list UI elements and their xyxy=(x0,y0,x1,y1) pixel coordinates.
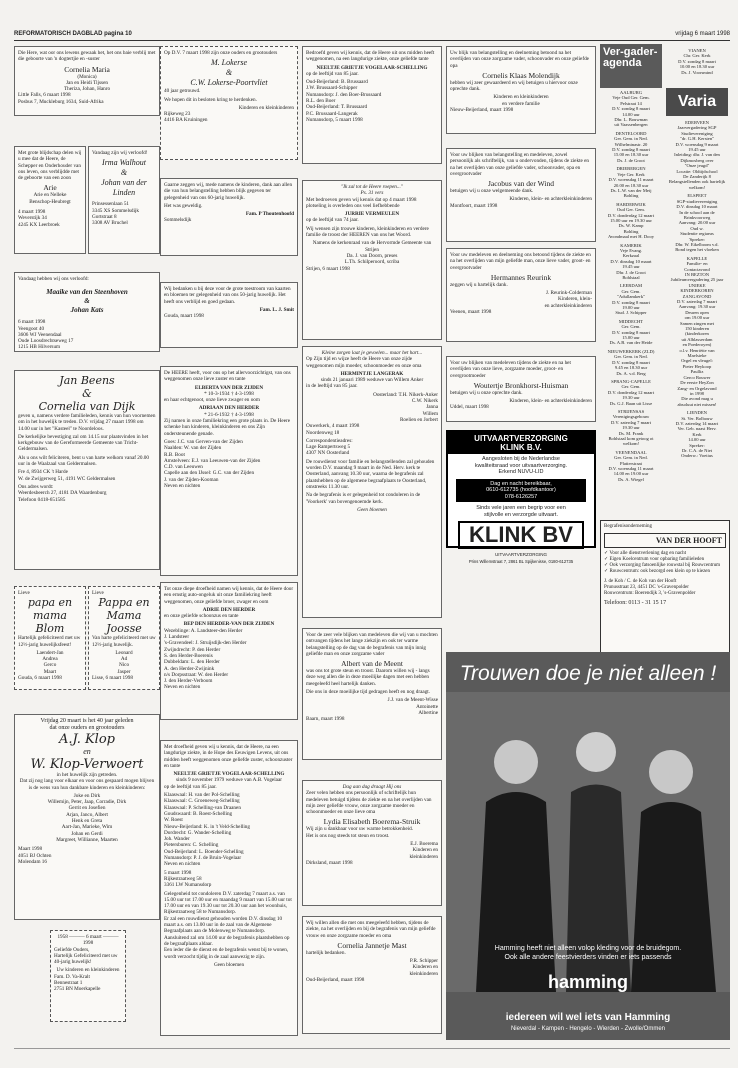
ad-sign: J. Reurink-Colderman Kinderen, klein- en achterkleinkinderen xyxy=(544,290,592,309)
ad-sub: sinds 21 januari 1989 weduwe van Willem Anker xyxy=(320,377,424,384)
ad-sub: (Monica) xyxy=(77,73,97,80)
ad-text-2: De kerkelijke bevestiging zal om 14.15 uur plaatsvinden in het kerkgebouw van de Gereformeerde Gemeente van Tricht-Geldermalsen. xyxy=(18,433,149,453)
ad-address: Fre 4, 8934 CK 't Harde W. de Zwijgerweg 51, 4191 WC Geldermalsen xyxy=(18,469,116,482)
ad-age: op de leeftijd van 85 jaar. xyxy=(306,70,359,77)
ad-address: Capelle aan den IJssel: G.C. van der Zijden J. van der Zijden-Kooman Neven en nichten xyxy=(164,470,255,490)
ad-text-2: Geliefde Ouders, Hartelijk Gefeliciteerd met uw 40-jarig huwelijk! xyxy=(54,946,118,966)
ad-molendijk xyxy=(446,46,596,134)
ad-lokerse xyxy=(160,46,298,160)
ad-quote: "Ik zal tot de Heere roepen..." Ps. 31 vers xyxy=(341,184,403,197)
ad-text: Voor uw medeleven en deelneming ons betoond tijdens de ziekte en na het overlijden van mijn geliefde man, onze lieve vader, groot- en overgrootvader xyxy=(450,252,591,271)
ad-text-2: betuigen wij u onze welgemeende dank. xyxy=(450,188,534,195)
ad-address: Montfoort, maart 1998 xyxy=(450,202,498,209)
ad-address: Strijen, 6 maart 1998 xyxy=(306,265,350,272)
ad-text-3: Na de begrafenis is er gelegenheid tot condoleren in de 'Voorkerk' van bovengenoemde kerk. xyxy=(306,492,421,505)
ad-sign: Geen bloemen xyxy=(213,961,245,968)
ad-name: ELBERTA VAN DER ZIJDEN xyxy=(194,384,264,391)
ad-age: op de leeftijd van 74 jaar. xyxy=(306,217,359,224)
ad-text: Hartelijk gefeliciteerd met uw 12½-jarig huwelijksfeest! xyxy=(18,635,81,648)
agenda-entry: DENTELOORD Ger. Gem. in Ned. Wilhelminastr. 20 D.V. zondag 8 maart 15.00 en 18.30 uur Ds. J. de Groot xyxy=(612,130,650,163)
ad-sign: Geen bloemen xyxy=(357,506,387,513)
ad-name: Cornelis Klaas Molendijk xyxy=(482,70,560,80)
ad-address: Rijkeweg 23 4416 BA Kruiningen xyxy=(164,111,208,124)
ad-text: Op D.V. 7 maart 1998 zijn onze ouders en grootouders xyxy=(164,50,278,56)
ad-sign: Fam. P Thoutenhoofd xyxy=(245,211,294,218)
ad-name: Lydia Elisabeth Boerema-Struik xyxy=(323,817,421,827)
ad-text-3: Die ons in deze moeilijke tijd gedragen heeft en nog draagt. xyxy=(306,689,431,696)
ad-relatives: Goes: J.C. van Gerven-van der Zijden Naalden: W. van der Zijden R.B. Boot Amstelveen: E.J. van Leeuwen-van der Zijden C.D. van Leeuwen xyxy=(164,438,261,471)
ad-name-2: W. Klop-Verwoert xyxy=(30,757,144,772)
ad-address: Prinsessenlaan 51 3345 XS Sommelsdijk Gortstraat 8 3308 AV Bruchel xyxy=(92,201,139,227)
agenda-entry: STRIJENSAS Verenigingsgebouw D.V. zaterdag 7 maart 19.30 uur Ds. M. Frank Bohlstaal kom getoog ot welkom! xyxy=(608,408,654,447)
ad-text-2: Gelegenheid tot condoleren D.V. zaterdag 7 maart a.s. van 15.00 uur tot 17.00 uur en maandag 9 maart van 15.00 uur tot 17.00 uur en van 19.30 uur tot 20.30 uur aan het woonhuis, Rijkestraatweg 58 te Numansdorp. Er zal een rouwdienst gehouden worden D.V. dinsdag 10 maart a.s. om 13.00 uur in de zaal van de Algemene Begraafplaats aan de Molenweg te Numansdorp. Aansluitend zal om 14.00 uur de begrafenis plaatshebben op de begraafplaats aldaar. Een ieder die de dienst en de begrafenis wenst bij te wonen, wordt verzocht tijdig in de zaal aanwezig te zijn. xyxy=(164,890,292,960)
hoofd-names: J. de Koh / C. de Koh van der Hooft Prunusstraat 23, 4451 DC 's-Gravenpolder Rouwcentrum: Boerendijk 3, 's-Gravenpolder xyxy=(604,579,696,596)
ad-text: Vrijdag 20 maart is het 40 jaar geleden dat onze ouders en grootouders xyxy=(40,718,134,731)
ad-text-2: Wij zijn u dankbaar voor uw warme betrokkenheid. Het is ons nog steeds tot steun en troost. xyxy=(306,826,413,839)
ad-text-2: Wij wensen zijn trouwe kinderen, kleinkinderen en verdere familie de troost der HEEREN van ons het Woord. xyxy=(306,225,429,239)
ad-address: Maart 1998 4051 BJ Ochten Molendam 16 xyxy=(18,846,52,865)
ad-text-3: Zij namen in onze familiekring een grote plaats in. De Heere schenke hun kinderen, kleinkinderen en ons Zijn ondersteunende genade. xyxy=(164,418,291,437)
ad-name: Irma Walhout xyxy=(102,158,146,168)
ad-name: Hermannes Reurink xyxy=(490,272,552,282)
ad-reurink xyxy=(446,248,596,342)
ad-siblings: Theriza, Johan, Hanro xyxy=(63,86,111,93)
ad-sign: Laendert-Jan Andrea Gerco Maart xyxy=(36,649,64,675)
ad-name: NEELTJE GRIETJE VOGELAAR-SCHELLING xyxy=(173,771,285,778)
ad-text: De HEERE heeft, voor ons op het allervoorzichtigst, van ons weggenomen onze lieve zuster en tante xyxy=(164,370,291,383)
ad-address: Gouda, maart 1998 xyxy=(164,313,204,320)
ad-brinkhorst xyxy=(446,356,596,422)
ad-gelukkig xyxy=(50,930,126,1022)
ad-smit xyxy=(160,282,298,348)
ad-van-meent xyxy=(302,628,442,760)
ad-text-2: en haar echtgenoot, onze lieve zwager en oom xyxy=(164,397,260,404)
ad-address-2: Correspondentieadres: Lage Rampertsweg 5 4307 NN Oosterland xyxy=(306,437,353,457)
ad-relatives: Wezeblinge: A. Landsteer-den Herder J. Landsteer 's-Gravendeel: J. Struijsdijk-den Herder Zwijndrecht: P. den Herder S. den Herder-Boerenis Dubbeldam: L. den Herder A. den Herder-Zwijnink n/s Dorpsstraat: W. den Herder J. den Herder-Verboom Neven en nichten xyxy=(164,627,247,691)
ad-vermeulen xyxy=(302,180,442,340)
ad-text: Die Here, wat oor ons lewens gewaak het, het ons baie verblij met die geboorte van 'n dogtertjie en -suster xyxy=(18,50,156,63)
ad-herder xyxy=(160,582,298,720)
ad-name-2: BEP DEN HERDER-VAN DER ZIJDEN xyxy=(183,621,275,628)
ad-text-2: Het was geweldig. xyxy=(164,202,203,209)
ad-name: ADRIE DEN HERDER xyxy=(202,606,256,613)
hamming-slogan: iedereen wil wel iets van Hamming xyxy=(505,1012,671,1023)
ad-name-2: ADRIAAN DEN HERDER xyxy=(198,405,260,412)
ad-sign: P.R. Schipper Kinderen en kleinkinderen xyxy=(409,958,438,977)
ad-text-3: We hopen dit in besloten kring te herdenken. xyxy=(164,96,257,103)
varia-entry: KAPELLE Familie- en Contactavond IN BEZTON Jubileumvergadering 25 jaar UNIEKE KINDERKOREN ZANGAVOND D.V. zaterdag 7 maart Aanvang: 19.30 uur Deuren open om 19.00 uur Samen zingen met 150 kinderen (kinderkoren uit Alblasserdam en Poederoyen) o.l.v. Henriëtte van Maelsieke Orgel en vleugel: Pieter Heykoop Paulliz Gerco Bouwer De eerste HeyZon Zang- en Orgelavond in 1998 Die avond mag u absoluut niet missen! xyxy=(670,255,724,407)
ad-ampersand: & xyxy=(82,387,92,400)
ad-name: Jacobus van der Wind xyxy=(487,179,554,189)
agenda-entry: VEENENDAAL Ger. Gem. in Ned. Platierstraat D.V. woensdag 11 maart 14.00 en 19.00 uur Ds. A. Wiegel xyxy=(608,449,654,482)
varia-list xyxy=(666,120,728,462)
ad-address: 5 maart 1998 Rijkestraatweg 58 3361 LW Numansdorp xyxy=(164,869,212,889)
ad-address: Gouda, 6 maart 1998 xyxy=(18,675,62,682)
ad-name: HERMINTJE LANGERAK xyxy=(340,370,404,377)
ad-text: Vandaag hebben wij ons verloofd: xyxy=(18,276,89,282)
ad-name: M. Lokerse xyxy=(211,58,247,68)
hamming-tagline: Hamming heeft niet alleen volop kleding voor de bruidegom. Ook alle andere feestvierders vinden er iets passends xyxy=(494,945,682,961)
ad-sign: Kinderen, klein- en achterkleinkinderen xyxy=(509,398,592,405)
ad-mast xyxy=(302,916,442,1034)
ad-text: Tot onze diepe droefheid namen wij kennis, dat de Heere door een ernstig auto-ongeluk uit onze familiekring heeft weggenomen, onze geliefde broer, zwager en oom xyxy=(164,586,294,605)
klink-logo: KLINK BV xyxy=(458,521,584,549)
hamming-cities: Nieverdal - Kampen - Hengelo - Wierden - Zwolle/Ommen xyxy=(510,1026,666,1032)
header-right: vrijdag 6 maart 1998 xyxy=(675,31,730,37)
ad-relatives: Namens de kerkenraad van de Hervormde Gemeente van Strijen Da. J. van Doorn, preses L.Th. Schilperoord, scriba xyxy=(312,240,432,266)
ad-parents: Jan en Heidi Tijssen xyxy=(66,79,108,86)
ad-thoutenhoofd xyxy=(160,178,298,256)
ad-address: Veenen, maart 1998 xyxy=(450,309,492,316)
ad-sign: J.J. van de Meent-Wisse Antoinette Albertine xyxy=(387,697,438,716)
ad-top: Lieve xyxy=(18,590,30,596)
ad-name: Cornelia Jannetje Mast xyxy=(337,940,407,950)
ad-sign: Kinderen en kleinkinderen xyxy=(238,104,294,111)
agenda-header xyxy=(600,44,662,88)
ad-sign: Kinderen, klein- en achterkleinkinderen xyxy=(509,196,592,203)
ad-text-3: Dat zij nog lang voor elkaar en voor ons gespaard mogen blijven is de wens van hun dankbare kinderen en kleinkinderen: xyxy=(19,778,155,791)
ad-ampersand: en xyxy=(83,747,91,756)
ad-text-2: in het huwelijk zijn getreden. xyxy=(56,772,118,778)
ad-children: Joke en Dirk Willemijn, Peter, Jaap, Corradie, Dirk Gerrit en Josefien Arjan, Janco, Albert Henk en Greta Aart-Jan, Marieke, Wim Johan en Gerdi Margreet, Willianne, Maarten xyxy=(47,792,127,843)
ad-ampersand: & xyxy=(84,297,90,306)
page-footer-rule xyxy=(14,1048,730,1049)
ad-name-2: Cornelia van Dijk xyxy=(38,400,136,413)
ad-address: Little Falls, 6 maart 1998 Posbus 7, Muckleburg 1634, Suid-Afrika xyxy=(18,92,104,105)
ad-text: geven u, namens verdere familieleden, kennis van hun voornemen om in het huwelijk te treden. D.V. vrijdag 27 maart 1998 om 14.00 uur in het "Kasteel" te Noordeloos. xyxy=(18,413,156,432)
agenda-title: Ver-gader-agenda xyxy=(603,46,658,69)
ad-neeltje-1 xyxy=(302,46,442,164)
ad-text-2: hebben wij zeer gewaardeerd en wij betuigen u hiervoor onze oprechte dank. xyxy=(450,79,578,93)
ad-cornelia xyxy=(14,46,160,116)
klink-title: UITVAARTVERZORGING KLINK B.V. xyxy=(448,432,594,454)
ad-address: Baarn, maart 1998 xyxy=(306,716,345,723)
ad-text-2: 40 jaar getrouwd. xyxy=(164,88,201,95)
ad-text: Voor uw blijken van belangstelling en medeleven, zowel persoonlijk als schriftelijk, van u ondervonden, tijdens de ziekte en na het overlijden van onze geliefde vader, schoonvader, opa en overgrootvader xyxy=(450,152,590,177)
hamming-title: Trouwen doe je niet alleen ! xyxy=(459,662,717,685)
ad-text-2: was ons tot grote steun en troost. Daarom willen wij - langs deze weg allen die in deze moeilijke dagen met een hebben meegeleefd heel hartelijk danken. xyxy=(306,668,430,687)
hamming-ad xyxy=(446,652,730,1040)
ad-name: NEELTJE GRIETJE VOGELAAR-SCHELLING xyxy=(316,64,428,71)
ad-text: Zeer velen hebben ons persoonlijk of schriftelijk hun medeleven betuigd tijdens de ziekte en na het overlijden van mijn zeer geliefde vrouw, onze zorgzame moeder en schoonmoeder en onze lieve oma xyxy=(306,790,432,816)
ad-address: Dirksland, maart 1998 xyxy=(306,859,353,866)
ad-relatives: Oosterland: T.H. Nikerk-Anker C.W. Nikerk Janna Willem Roelien en Jorbert xyxy=(373,391,438,423)
varia-entry: ELSPEET SGP-studievereniging D.V. dinsdag 10 maart In de school aan de Brinkvoorweg Aanvang: 20.00 uur Oud w. Studentie regiaeas 'Spreker: Dhr. W. Eikelboom v.d. Bond tegen het vloeken xyxy=(675,193,719,253)
klink-phone: Dag en nacht bereikbaar, 0610-612735 (hoofdkantoor) 078-6126257 xyxy=(456,479,586,503)
ad-text-3: Als u ons wilt feliciteren, bent u van harte welkom vanaf 20.00 uur in de Waalzaal van Geldermalsen. xyxy=(18,454,149,468)
agenda-entry: LEERDAM Ger. Gem. "Adullamkerk" D.V. zondag 8 maart 19.00 uur Stud. J. Schipper xyxy=(612,283,650,316)
ad-dates: * 10-3-1934 † 4-3-1998 xyxy=(204,390,254,397)
ad-name: Woutertje Bronkhorst-Huisman xyxy=(473,380,569,390)
ad-quote: Dag aan dag draagt Hij ons xyxy=(342,784,402,790)
ad-address: Ouwerkerk, 4 maart 1998 Noordenweg 18 xyxy=(306,423,360,436)
ad-ampersand: & xyxy=(120,168,128,178)
ad-text: Gaarne zeggen wij, mede namens de kinderen, dank aan allen die van hun belangstelling hebben blijk gegeven ter gelegenheid van ons 60-jarig huwelijk. xyxy=(164,182,293,201)
header-left: REFORMATORISCH DAGBLAD pagina 10 xyxy=(14,31,132,37)
ad-sign: E.J. Boerema Kinderen en kleinkinderen xyxy=(409,841,438,860)
hoofd-items: ✓ Voor alle dienstverlening dag en nacht ✓ Eigen Koelcentrum voor opbaring familieleden ✓ Ook verzorging fatsoenlijke rouwstal bij Rouwcentrum ✓ Rouwcentrum: ook bezorgd een klein op te kiezen xyxy=(604,551,721,574)
ad-name: Pappa en Mama Joosse xyxy=(98,596,150,636)
ad-address: Fam. D. Va-Kralt Bennestraat 1 2751 BN Moerkapelle xyxy=(54,973,101,993)
ad-sign: Fam. L. J. Smit xyxy=(259,306,294,313)
ad-sub: sinds 9 november 1979 weduwe van A.B. Vogelaar xyxy=(176,777,282,784)
ad-sign: Leonard Ad Nico Jasper xyxy=(115,649,133,675)
ad-text: 1958 ——— 6 maart ——— 1998 xyxy=(57,934,119,947)
ad-address: Nieuw-Beijerland, maart 1998 xyxy=(450,107,514,114)
ad-name-2: Johan van der Linden xyxy=(101,178,147,198)
ad-text: Wij bedanken u bij deze voor de grote toestroom van kaarten en bloemen ter gelegenheid van ons 50-jarig huwelijk. Het heeft ons verblijd en goed gedaan. xyxy=(164,286,291,305)
klink-text: Aangesloten bij de Nederlandse kwaliteitsraad voor uitvaartverzorging. Erkend NUVU-LID xyxy=(474,456,568,475)
ad-name: A.J. Klop xyxy=(58,732,115,747)
ad-relatives: Oud-Beijerland: B. Brussaard J.W. Brussaard-Schipper Numansdorp: J. den Boer-Brussaard R.L. den Boer Oud-Beijerland: T. Brussaard P.C. Brussaard-Langerak xyxy=(306,79,382,117)
ad-address: Uddel, maart 1998 xyxy=(450,404,489,411)
ad-address: Sommelsdijk xyxy=(164,217,192,224)
ad-address: 4 maart 1998 Weverstijk 34 4245 KX Leerbroek xyxy=(18,209,60,228)
ad-klop xyxy=(14,714,160,920)
varia-header xyxy=(666,88,728,116)
ad-text: Op Zijn tijd en wijze heeft de Heere van onze zijde weggenomen mijn moeder, schoonmoeder en onze oma xyxy=(306,356,422,369)
ad-steenhoven xyxy=(14,272,160,352)
ad-address: Oud-Beijerland, maart 1998 xyxy=(306,977,365,984)
van-der-hooft-ad xyxy=(600,520,730,656)
ad-address: Lisse, 6 maart 1998 xyxy=(92,675,133,682)
klink-ad xyxy=(446,430,596,564)
ad-text: Met bedroeven geven wij kennis dat op 4 maart 1998 plotseling is overleden ons veel liefhebbende xyxy=(306,196,417,209)
ad-text: Voor de zeer vele blijken van medeleven die wij van u mochten ontvangen tijdens het lange ziekzijn en ook ter warme belangstelling op de dag van de begrafenis van mijn innig geliefde man en onze zorgzame vader xyxy=(306,632,438,657)
klink-text-2: Sinds vele jaren een begrip voor een stijlvolle en verzorgde uitvaart. xyxy=(476,505,566,518)
ad-age: in de leeftijd van 85 jaar. xyxy=(306,383,358,390)
ad-elberta xyxy=(160,366,298,576)
agenda-list xyxy=(600,90,662,485)
ad-pappa-joosse xyxy=(88,586,160,690)
ad-dates-2: * 21-6-1932 † 4-3-1998 xyxy=(204,411,254,418)
ad-sign: Uw kinderen en kleinkinderen xyxy=(56,967,120,974)
ad-text: Voor uw blijken van medeleven tijdens de ziekte en na het overlijden van onze lieve, zorgzame moeder, groot- en overgrootmoeder xyxy=(450,360,571,379)
ad-text-2: hartelijk bedanken. xyxy=(306,949,346,956)
ad-text: Van harte gefeliciteerd met uw 12½-jarig huwelijk. xyxy=(92,635,156,648)
ad-papa-blom xyxy=(14,586,86,690)
ad-text-2: en onze geliefde schoonzus en tante xyxy=(164,613,239,620)
ad-name: Maaike van den Steenhoven xyxy=(46,288,128,297)
ad-neeltje-2 xyxy=(160,740,298,1036)
ad-text: Met grote blijdschap delen wij u mee dat de Heere, de Schepper en Onderhouder van ons leven, ons verblijdde met de geboorte van een zoon xyxy=(18,150,82,182)
ad-name-2: C.W. Lokerse-Poortvliet xyxy=(190,78,268,88)
page-header xyxy=(14,30,730,41)
ad-struik xyxy=(302,780,442,906)
ad-name-2: Johan Kats xyxy=(70,306,104,315)
hoofd-phone: Telefoon: 0113 - 31 15 17 xyxy=(604,600,667,606)
ad-text-2: zeggen wij u hartelijk dank. xyxy=(450,281,508,288)
klink-address: Prins Willemstraat 7, 2861 BL Spijkenisse, 0180-612735 xyxy=(468,558,574,564)
agenda-entry: MIDDECHT Ger. Gem. D.V. zondag 8 maart 15.00 uur Ds. A.B. van der Heide xyxy=(609,318,653,346)
ad-langerak xyxy=(302,346,442,618)
ad-beens xyxy=(14,370,160,570)
ad-address-2: Ons adres wordt: Weerdesbeerch 27, 4181 DA Waardenburg Telefoon 0418-651585 xyxy=(18,483,107,503)
ad-name: Arie xyxy=(43,183,57,193)
ad-parents: Arie en Nelleke Benschop-Heubregt xyxy=(29,192,71,205)
ad-name: JURRIE VERMEULEN xyxy=(344,211,400,218)
ad-age: op de leeftijd van 85 jaar. xyxy=(164,783,217,790)
ad-arie xyxy=(14,146,86,254)
ad-ampersand: & xyxy=(225,68,233,78)
hoofd-top: Begrafenisonderneming xyxy=(604,524,653,529)
ad-name: Cornelia Maria xyxy=(64,64,110,74)
agenda-entry-vianen: VIANEN Chr. Ger. Kerk D.V. zondag 8 maart 10.00 en 18.30 uur Ds. J. Voorsmind xyxy=(678,48,716,75)
ad-text: Uw blijk van belangstelling en deelneming betoond na het overlijden van onze zorgzame vader, schoonvader en onze geliefde opa xyxy=(450,50,589,69)
ad-sign: Kinderen en kleinkinderen en verdere familie xyxy=(493,94,549,107)
ad-text-2: betuigen wij u onze oprechte dank. xyxy=(450,389,523,396)
ad-address: Numansdorp, 5 maart 1998 xyxy=(306,116,363,123)
ad-text: Wij willen allen die met ons meegeleefd hebben, tijdens de ziekte, na het overlijden en bij de begrafenis van mijn geliefde vrouw en onze zorgzame moeder en oma xyxy=(306,920,436,939)
agenda-entry: AALBURG Veje Oud Ger. Gem. Pelstraat 14 D.V. zondag 8 maart 14.00 uur Dhr. L. Bouwman uit Vaassenbergen xyxy=(612,90,650,128)
agenda-entry: DRIEBERGEN Veje Ger. Kerk D.V. woensdag 11 maart 20.00 en 18.30 uur Ds. L.W. van der Meij Bohling xyxy=(608,166,654,199)
ad-text: Met droefheid geven wij u kennis, dat de Heere, na een langdurige ziekte, in de Hope des Eeuwigen Levens, uit ons midden heeft weggenomen onze geliefde zuster, schoonzuster en tante xyxy=(164,744,293,769)
hamming-brand: hamming xyxy=(547,972,628,992)
ad-text: Bedroefd geven wij kennis, dat de Heere uit ons midden heeft weggenomen, na een langdurige ziekte, onze geliefde tante xyxy=(306,50,435,63)
ad-name: papa en mama Blom xyxy=(27,596,73,636)
ad-quote: Kleine zorgen laat je gevoelen... maar het hart... xyxy=(321,350,423,356)
ad-top: Lieve xyxy=(92,590,104,596)
hoofd-logo: VAN DER HOOFT xyxy=(604,533,726,548)
agenda-entry: HARDERWIJK Oud Ger. Gem. D.V. donderdag 12 maart 15.00 uur en 19.30 uur Ds. W. Kamp Bohling Avondmaal met H. Dooy xyxy=(607,201,655,240)
ad-name: Jan Beens xyxy=(59,374,115,387)
varia-entry: EDERVEEN Jaarvergadering SGP Studievereniging "dr. G.H. Kersten" D.V. woensdag 9 maart 19.45 uur Inleiding: dhr. J. van den Dijkmosberg over "Onze jeugd" Locatie: Oldtijdschool De Zanderijk 8 Belangstellenden ook hartelijk welkom! xyxy=(668,120,726,190)
ad-walhout xyxy=(88,146,160,254)
ad-text-2: De rouwdienst voor familie en belangstellenden zal gehouden worden D.V. maandag 9 maart in de Ned. Herv. kerk te Oosterland, aanvang 10.30 uur, waarna de begrafenis zal plaatshebben op de algemene begraafplaats te Oosterland, omstreeks 11.30 uur. xyxy=(306,458,435,490)
agenda-entry: KAMERIK Veje Evang. Kerkzaal D.V. dinsdag 10 maart 19.45 uur Dhr. J. de Groot Bohlstaal xyxy=(610,242,652,280)
varia-entry: LIENDEN St. Ver. Bolbouw D.V. zaterdag 14 maart Ver. Geb. naast Herv. Kerk 14.00 uur Spreker: Dr. C.A. de Niet Onderw.: Voetius xyxy=(675,410,719,459)
agenda-entry: SPRANG-CAPELLE Ger. Gem. D.V. donderdag 12 maart 19.30 uur Ds. G.J. Baan uit Lisse xyxy=(607,378,655,406)
ad-name: Albert van de Meent xyxy=(341,659,403,669)
ad-address: 6 maart 1998 Veengoot 40 3606 WJ Veenendaal Oude Loosdrechtseweg 17 1215 HB Hilversum xyxy=(18,319,74,351)
ad-van-der-wind xyxy=(446,148,596,242)
ad-text: Vandaag zijn wij verloofd! xyxy=(92,150,148,156)
klink-sub: UITVAARTVERZORGING xyxy=(494,552,548,557)
ad-relatives: Klaaswaal: H. van der Pol-Schelling Klaaswaal: C. Groeneweg-Schelling Klaaswaal: P. Schelling-van Draanen Goudswaard: B. Roest-Schelling W. Roest Nieuw-Beijerland: K. in 't Veld-Schelling Dordrecht: G. Wander-Schelling Joh. Wander Pietersburen: C. Schelling Oud-Beijerland: L. Boender-Schelling Numansdorp: P. J. de Bruin-Vogelaar Neven en nichten xyxy=(164,792,250,868)
agenda-entry: NIEUWERKERK (ZLD) Ger. Gem. in Ned. D.V. zondag 8 maart 9.45 en 18.30 uur Ds. A. v.d. Berg xyxy=(607,348,655,376)
varia-title: Varia xyxy=(677,93,717,110)
